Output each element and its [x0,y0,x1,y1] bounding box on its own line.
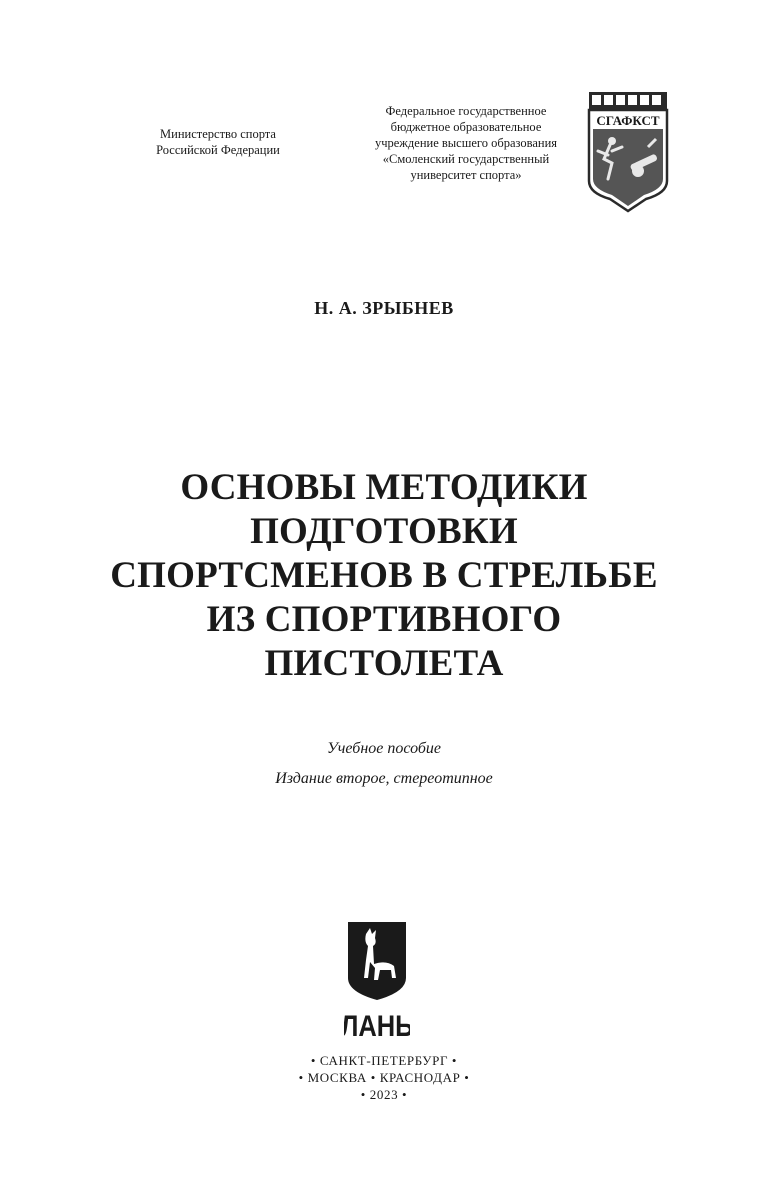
publisher-cities [0,1052,768,1103]
university-line: университет спорта» [410,168,522,182]
university-line: бюджетное образовательное [390,120,542,134]
title-line: ПОДГОТОВКИ [250,511,518,552]
title-line: ПИСТОЛЕТА [264,643,504,684]
city-line: • САНКТ-ПЕТЕРБУРГ • [310,1053,458,1068]
book-type: Учебное пособие [326,740,441,757]
book-title [0,466,768,686]
author-name: Н. А. ЗРЫБНЕВ [314,298,454,318]
emblem-text: СГАФКСТ [596,113,660,128]
university-line: учреждение высшего образования [374,136,558,150]
ministry-block [128,126,308,158]
title-line: ОСНОВЫ МЕТОДИКИ [180,467,588,508]
publisher-name: ЛАНЬ [344,1009,410,1043]
university-line: Федеральное государственное [385,104,547,118]
university-line: «Смоленский государственный [382,152,550,166]
ministry-line: Российской Федерации [156,143,280,157]
edition: Издание второе, стереотипное [275,770,493,787]
title-line: ИЗ СПОРТИВНОГО [206,599,562,640]
university-emblem-icon [586,89,670,213]
title-line: СПОРТСМЕНОВ В СТРЕЛЬБЕ [110,555,658,596]
city-line: • МОСКВА • КРАСНОДАР • [298,1070,470,1085]
university-block [338,103,594,183]
ministry-line: Министерство спорта [160,127,276,141]
subtitle-block [0,734,768,794]
publisher-logo-icon [344,920,410,1048]
city-line: • 2023 • [360,1087,408,1102]
